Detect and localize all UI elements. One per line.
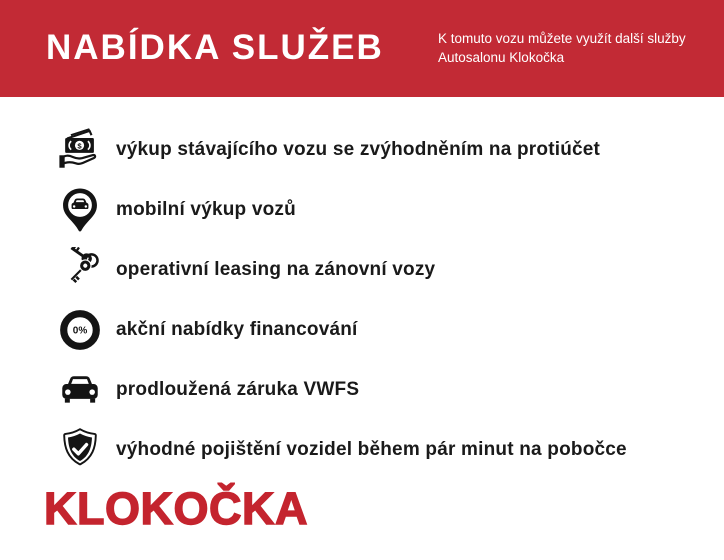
service-label: výkup stávajícího vozu se zvýhodněním na protiúčet (116, 139, 601, 160)
header-subtitle-line1: K tomuto vozu můžete využít další služby (438, 31, 686, 46)
zero-percent-text: 0% (72, 325, 88, 337)
zero-percent-icon (56, 306, 104, 354)
service-label: výhodné pojištění vozidel během pár minut na pobočce (116, 439, 627, 460)
service-row-trade-in (56, 120, 696, 180)
service-row-mobile-buyout (56, 180, 696, 240)
car-keys-icon (56, 246, 104, 294)
header-band (0, 0, 724, 97)
page-title: NABÍDKA SLUŽEB (46, 28, 384, 67)
car-icon (56, 366, 104, 414)
service-label: akční nabídky financování (116, 319, 358, 340)
service-label: operativní leasing na zánovní vozy (116, 259, 436, 280)
service-row-leasing (56, 240, 696, 300)
klokocka-logo: KLOKOČKA (44, 483, 308, 534)
money-in-hand-icon (56, 126, 104, 174)
header-subtitle (438, 30, 713, 67)
service-label: mobilní výkup vozů (116, 199, 296, 220)
svg-text:$: $ (77, 141, 82, 151)
services-list (56, 120, 696, 480)
service-row-financing (56, 300, 696, 360)
shield-check-icon (56, 426, 104, 474)
service-row-insurance (56, 420, 696, 480)
service-label: prodloužená záruka VWFS (116, 379, 360, 400)
header-subtitle-line2: Autosalonu Klokočka (438, 49, 565, 65)
map-pin-car-icon (56, 186, 104, 234)
service-row-warranty (56, 360, 696, 420)
